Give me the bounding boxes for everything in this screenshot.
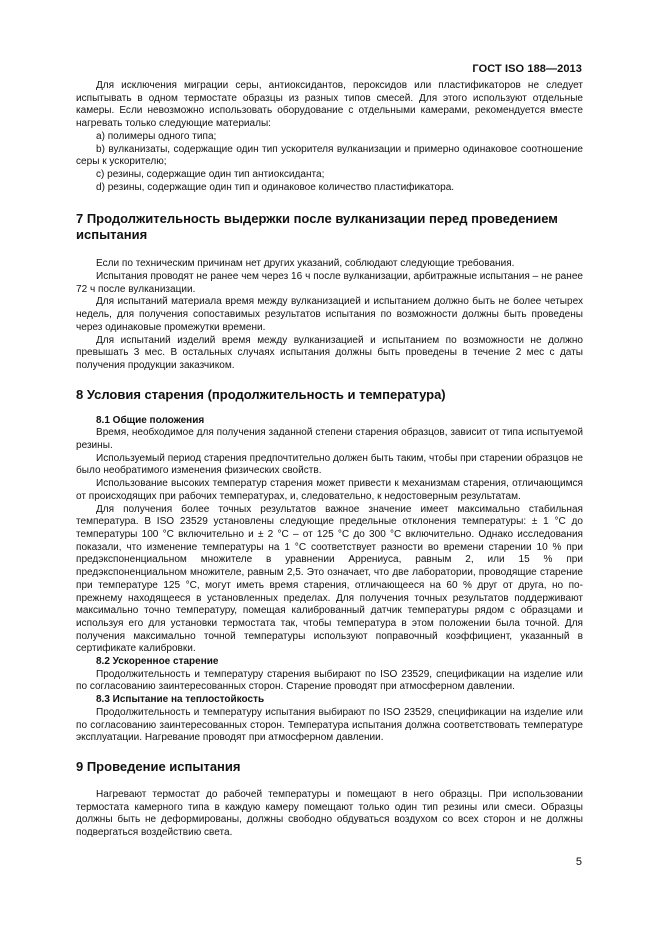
section-7-p3: Для испытаний материала время между вулканизацией и испытанием должно быть не более четырех недель, для получения сопоставимых результатов испытания по возможности должны быть проведены через одинаковые промежутки времени. bbox=[76, 296, 583, 333]
section-7-title: 7 Продолжительность выдержки после вулканизации перед проведением испытания bbox=[76, 211, 558, 243]
document-id: ГОСТ ISO 188—2013 bbox=[472, 63, 582, 75]
section-8-1-title: 8.1 Общие положения bbox=[96, 414, 205, 426]
section-8-1-p4: Для получения более точных результатов важное значение имеет максимально стабильная температура. В ISO 23529 установлены следующие предельные отклонения температуры: ± 1 °С до температуры 100 °С включительно и ± 2 °С – от 125 °С до 300 °С включительно. Однако исследования показали, что изменение температуры на 1 °С соответствует разности во времени старении 10 % при предэкспоненциальном множителе в уравнении Аррениуса, равным 2, или 15 % при предэкспоненциальном множителе, равным 2,5. Это означает, что две лаборатории, проводящие старение при температуре 125 °С, могут иметь время старения, отличающееся на 60 % друг от друга, но по-прежнему находящееся в установленных пределах. Для получения точных результатов поддерживают максимально точно температуру, помещая калиброванный датчик температуры рядом с образцами и используя его для установки термостата так, чтобы температура в этом положении была точной. Для получения максимально точной температуры используют поправочный коэффициент, указанный в сертификате калибровки. bbox=[76, 503, 583, 655]
section-8-1-p2: Используемый период старения предпочтительно должен быть таким, чтобы при старении образцов не было необратимого изменения физических свойств. bbox=[76, 452, 583, 477]
intro-paragraph: Для исключения миграции серы, антиоксидантов, пероксидов или пластификаторов не следует испытывать в одном термостате образцы из разных типов смесей. Для этого используют отдельные камеры. Если невозможно использовать оборудование с отдельными камерами, рекомендуется вместе нагревать только следующие материалы: bbox=[76, 80, 583, 130]
section-8-1-p3: Использование высоких температур старения может привести к механизмам старения, отличающимся от происходящих при рабочих температурах, и, следовательно, к недостоверным результатам. bbox=[76, 478, 583, 502]
list-item-a: a) полимеры одного типа; bbox=[96, 130, 217, 142]
section-9-title: 9 Проведение испытания bbox=[76, 758, 241, 774]
page-number: 5 bbox=[575, 856, 582, 868]
list-item-b: b) вулканизаты, содержащие один тип ускорителя вулканизации и примерно одинаковое соотношение серы к ускорителю; bbox=[76, 143, 583, 168]
list-item-c: c) резины, содержащие один тип антиоксиданта; bbox=[96, 168, 325, 180]
section-9-p1: Нагревают термостат до рабочей температуры и помещают в него образцы. При использовании термостата камерного типа в каждую камеру помещают только один тип резины или смеси. Образцы должны быть не деформированы, должны свободно обдуваться воздухом со всех сторон и не должны подвергаться воздействию света. bbox=[76, 788, 583, 839]
page-content bbox=[76, 80, 583, 840]
section-8-3-p1: Продолжительность и температуру испытания выбирают по ISO 23529, спецификации на изделие или по согласованию заинтересованных сторон. Температура испытания должна соответствовать температуре эксплуатации. Нагревание проводят при атмосферном давлении. bbox=[76, 706, 583, 744]
section-7-p1: Если по техническим причинам нет других указаний, соблюдают следующие требования. bbox=[96, 258, 515, 270]
list-item-d: d) резины, содержащие один тип и одинаковое количество пластификатора. bbox=[96, 181, 455, 193]
section-7-p2: Испытания проводят не ранее чем через 16 ч после вулканизации, арбитражные испытания – не ранее 72 ч после вулканизации. bbox=[76, 271, 583, 295]
section-8-2-title: 8.2 Ускоренное старение bbox=[96, 656, 219, 668]
section-8-2-p1: Продолжительность и температуру старения выбирают по ISO 23529, спецификации на изделие или по согласованию заинтересованных сторон. Старение проводят при атмосферном давлении. bbox=[76, 668, 583, 693]
section-8-1-p1: Время, необходимое для получения заданной степени старения образцов, зависит от типа испытуемой резины. bbox=[76, 427, 583, 452]
section-8-3-title: 8.3 Испытание на теплостойкость bbox=[96, 694, 265, 706]
section-8-title: 8 Условия старения (продолжительность и температура) bbox=[76, 386, 446, 402]
section-7-p4: Для испытаний изделий время между вулканизацией и испытанием по возможности не должно превышать 3 мес. В остальных случаях испытания должны быть проведены в течение 2 мес с даты получения продукции заказчиком. bbox=[76, 334, 583, 371]
